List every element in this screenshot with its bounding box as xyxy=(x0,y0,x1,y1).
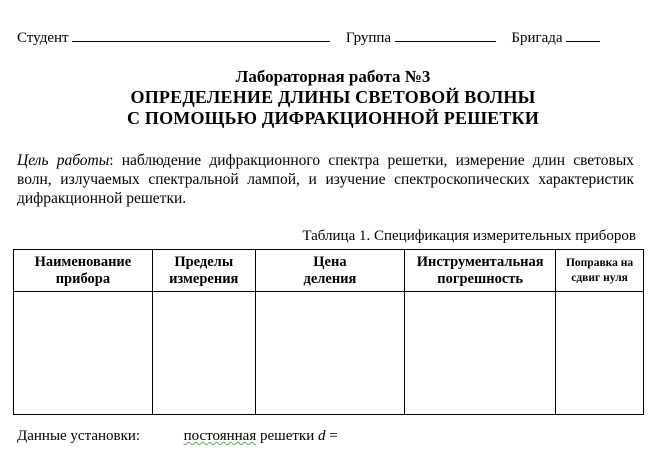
table-caption: Таблица 1. Спецификация измерительных приборов xyxy=(302,228,636,244)
header-measurement-limits xyxy=(152,250,255,292)
student-info-line xyxy=(17,27,600,47)
aim-label: Цель работы xyxy=(17,152,110,169)
grating-variable: d xyxy=(317,428,326,444)
aim-paragraph xyxy=(17,151,634,208)
student-label: Студент xyxy=(17,30,69,46)
table-row xyxy=(14,292,644,415)
header-zero-correction xyxy=(556,250,644,292)
header-error-line1: Инструментальная xyxy=(416,253,544,270)
header-instrument-line2: прибора xyxy=(55,270,111,287)
cell-instrumental-error[interactable] xyxy=(405,292,556,415)
cell-zero-correction[interactable] xyxy=(556,292,644,415)
cell-instrument-name[interactable] xyxy=(14,292,153,415)
cell-measurement-limits[interactable] xyxy=(152,292,255,415)
equals-sign: = xyxy=(325,428,338,444)
header-instrument-line1: Наименование xyxy=(34,253,132,270)
team-label: Бригада xyxy=(511,30,563,46)
aim-text: : наблюдение дифракционного спектра решетки, измерение длин световых волн, излучаемых спектральной лампой, и изучение спектроскопических характеристик дифракционной решетки. xyxy=(17,152,634,207)
instrument-spec-table xyxy=(13,249,644,415)
cell-division-value[interactable] xyxy=(255,292,405,415)
group-field[interactable] xyxy=(395,27,496,42)
team-field[interactable] xyxy=(566,27,600,42)
header-division-value xyxy=(255,250,405,292)
header-division-line2: деления xyxy=(303,270,357,287)
header-instrument-name xyxy=(14,250,153,292)
group-label: Группа xyxy=(345,30,392,46)
header-division-line1: Цена xyxy=(313,253,347,270)
header-limits-line2: измерения xyxy=(169,270,239,287)
grating-word: постоянная xyxy=(183,428,257,444)
grating-word-rest: решетки xyxy=(256,428,318,444)
header-correction-line2: сдвиг нуля xyxy=(571,271,628,284)
setup-data-line xyxy=(17,428,338,445)
header-correction-line1: Поправка на xyxy=(565,256,634,269)
title-line-2: С ПОМОЩЬЮ ДИФРАКЦИОННОЙ РЕШЕТКИ xyxy=(126,108,540,128)
lab-number-heading: Лабораторная работа №3 xyxy=(235,67,431,86)
student-name-field[interactable] xyxy=(72,27,330,42)
title-line-1: ОПРЕДЕЛЕНИЕ ДЛИНЫ СВЕТОВОЙ ВОЛНЫ xyxy=(130,87,536,107)
header-error-line2: погрешность xyxy=(437,270,524,287)
table-header-row xyxy=(14,250,644,292)
header-instrumental-error xyxy=(405,250,556,292)
header-limits-line1: Пределы xyxy=(174,253,234,270)
document-title xyxy=(0,66,666,129)
setup-label: Данные установки: xyxy=(17,428,141,444)
